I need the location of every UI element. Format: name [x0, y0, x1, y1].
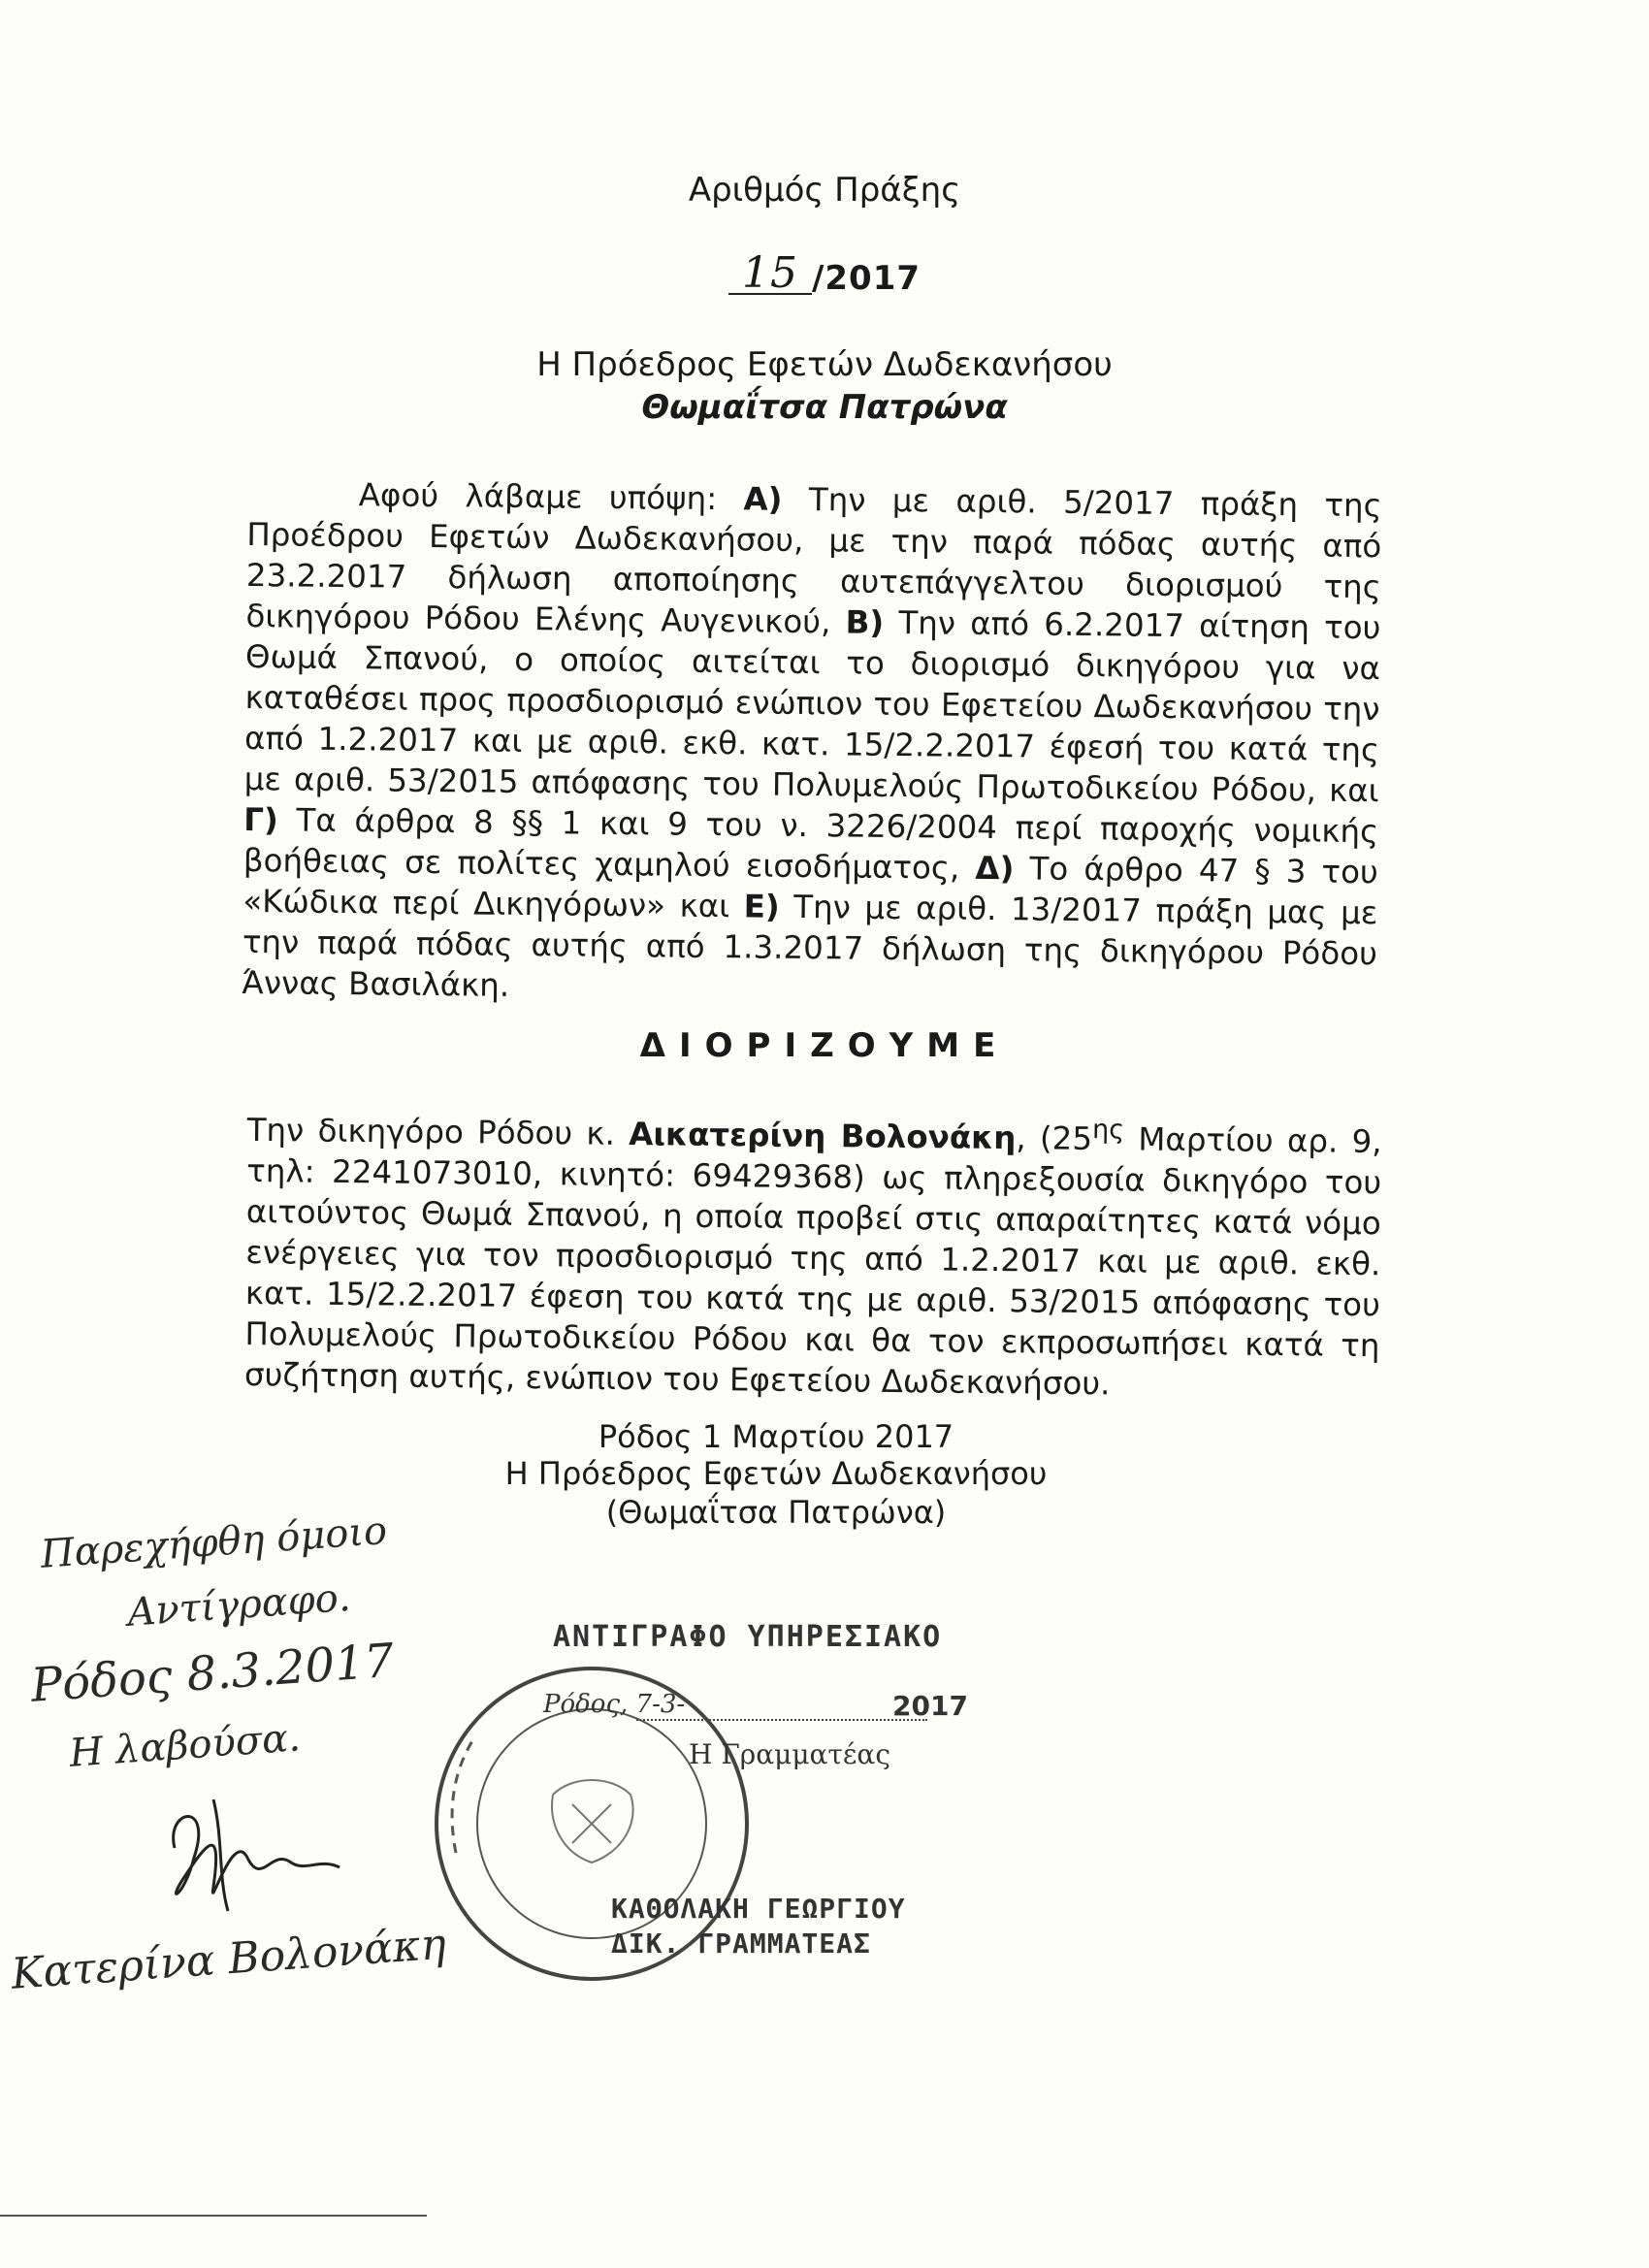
- handwritten-signer-name: Κατερίνα Βολονάκη: [10, 1919, 448, 1999]
- preamble-paragraph: [242, 473, 1382, 1015]
- appointment-text: Μαρτίου αρ. 9, τηλ: 2241073010, κινητό: 69429368) ως πληρεξουσία δικηγόρο του αιτούντος Θωμά Σπανού, η οποία προβεί στις απαραίτητες κατά νόμο ενέργειες για τον προσδιορισμό της από 1.2.2017 και με αριθ. εκθ. κατ. 15/2.2.2017 έφεση του κατά της με αριθ. 53/2015 απόφασης του Πολυμελούς Πρωτοδικείου Ρόδου και θα τον εκπροσωπήσει κατά τη συζήτηση αυτής, ενώπιον του Εφετείου Δωδεκανήσου.: [243, 1120, 1382, 1403]
- preamble-label-b: Β): [845, 603, 885, 641]
- preamble-text-e: Την με αριθ. 13/2017 πράξη μας με την παρά πόδας αυτής από 1.3.2017 δήλωση της δικηγόρου Ρόδου Άννας Βασιλάκη.: [242, 888, 1378, 1004]
- stamp-officer-role: ΔΙΚ. ΓΡΑΜΜΑΤΕΑΣ: [611, 1928, 871, 1960]
- preamble-text-a: Την με αριθ. 5/2017 πράξη της Προέδρου Εφετών Δωδεκανήσου, με την παρά πόδας αυτής από 23.2.2017 δήλωση αποποίησης αυτεπάγγελτου διορισμού της δικηγόρου Ρόδου Ελένης Αυγενικού,: [245, 480, 1382, 641]
- act-number-handwritten: 15: [728, 254, 812, 295]
- appointment-paragraph: [244, 1101, 1382, 1407]
- issuer-title: Η Πρόεδρος Εφετών Δωδεκανήσου: [536, 345, 1113, 384]
- stamp-place-date-line: 7-3-: [636, 1690, 927, 1721]
- stamp-place: [543, 1690, 927, 1721]
- signature-scribble: [155, 1790, 349, 1926]
- preamble-label-e: Ε): [743, 888, 780, 925]
- appointee-name: Αικατερίνη Βολονάκη: [628, 1115, 1017, 1157]
- closing-title: Η Πρόεδρος Εφετών Δωδεκανήσου: [504, 1455, 1048, 1492]
- preamble-label-d: Δ): [975, 849, 1015, 888]
- handwritten-date: Ρόδος 8.3.2017: [29, 1633, 396, 1713]
- act-number: [0, 248, 1649, 298]
- address-prefix: , (25: [1016, 1119, 1093, 1157]
- preamble-text-c: Τα άρθρα 8 §§ 1 και 9 του ν. 3226/2004 περί παροχής νομικής βοήθειας σε πολίτες χαμηλού εισοδήματος,: [242, 801, 1379, 887]
- handwritten-copy-note: Αντίγραφο.: [126, 1574, 352, 1636]
- address-superscript: ης: [1091, 1115, 1125, 1146]
- stamp-officer: [611, 1892, 906, 1961]
- stamp-header: ΑΝΤΙΓΡΑΦΟ ΥΠΗΡΕΣΙΑΚΟ: [553, 1620, 943, 1654]
- closing-name: (Θωμαΐτσα Πατρώνα): [605, 1494, 947, 1531]
- preamble-text-d: Το άρθρο 47 § 3 του «Κώδικα περί Δικηγόρων» και: [242, 850, 1378, 925]
- stamp-year: 2017: [892, 1690, 968, 1722]
- decree-title: ΔΙΟΡΙΖΟΥΜΕ: [639, 1026, 1010, 1065]
- stamp-place-label: Ρόδος,: [543, 1690, 629, 1719]
- stamp-officer-name: ΚΑΘΟΛΑΚΗ ΓΕΩΡΓΙΟΥ: [611, 1893, 906, 1925]
- footer-rule: [0, 2215, 427, 2217]
- stamp-secretary-label: Η Γραμματέας: [689, 1738, 891, 1770]
- preamble-text-b: Την από 6.2.2017 αίτηση του Θωμά Σπανού, ο οποίος αιτείται το διορισμό δικηγόρου για να καταθέσει προς προσδιορισμό ενώπιον του Εφετείου Δωδεκανήσου την από 1.2.2017 και με αριθ. εκθ. κατ. 15/2.2.2017 έφεσή του κατά της με αριθ. 53/2015 απόφασης του Πολυμελούς Πρωτοδικείου Ρόδου, και: [243, 603, 1381, 810]
- issuer-name: Θωμαΐτσα Πατρώνα: [641, 388, 1008, 427]
- act-number-title: Αριθμός Πράξης: [688, 171, 961, 210]
- preamble-label-c: Γ): [243, 800, 279, 839]
- appointment-intro: Την δικηγόρο Ρόδου κ.: [246, 1111, 630, 1152]
- handwritten-received-note: Παρεχήφθη όμοιο: [39, 1508, 389, 1577]
- handwritten-recipient-role: Η λαβούσα.: [68, 1715, 303, 1776]
- preamble-intro: Αφού λάβαμε υπόψη:: [358, 476, 744, 518]
- act-year: /2017: [811, 259, 922, 298]
- closing-place-date: Ρόδος 1 Μαρτίου 2017: [598, 1418, 954, 1455]
- preamble-label-a: Α): [743, 480, 783, 518]
